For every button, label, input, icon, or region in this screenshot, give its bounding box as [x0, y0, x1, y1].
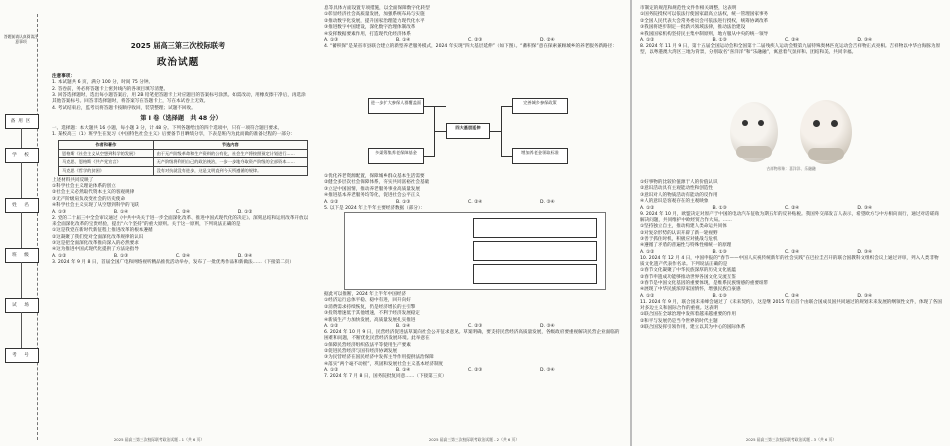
option-d[interactable]: D. ③④: [857, 293, 873, 299]
option-a[interactable]: A. ①②: [640, 37, 655, 43]
mascot-body: [808, 148, 844, 160]
option-b[interactable]: B. ①③: [113, 253, 129, 259]
table-row: [59, 158, 308, 167]
table-cell: 由于无产阶级革命和生产资料的公有化，社会生产将按照预定计划进行……: [153, 149, 307, 158]
page-footer: 2025 届高三第三次校际联考政治试题 - 2（共 6 页）: [428, 436, 520, 442]
chart-title: [351, 216, 455, 232]
option-c[interactable]: C. ②④: [468, 199, 483, 205]
q7-stem: 7. 2024 年 7 月 8 日，国务院批复同意……（下接第三页）: [324, 374, 447, 380]
strip-connector: [21, 212, 22, 248]
page-footer: 2025 届高三第三次校际联考政治试题 - 3（共 6 页）: [745, 436, 837, 442]
mascot-caption: 吉祥物形象：喜洋洋、乐融融: [766, 166, 816, 171]
q3-stem: 3. 2024 年 9 月 8 日，首届全国广电和网络视听精品推优活动举办，发布了一批优秀作品和新做法……（下接第二页）: [52, 259, 294, 265]
q8-item: ②意识活动具有主观能动性和创造性: [640, 186, 714, 192]
page-1: [0, 0, 318, 446]
chart-bars: [355, 235, 455, 285]
option-b[interactable]: B. ①④: [396, 323, 411, 329]
q9-stem: 9. 2024 年 10 月，欧盟决定对原产于中国的电动汽车征收为期五年的反补贴税。我国外交部发言人表示，希望欧方与中方相向而行，通过对话磋商解决问题，共同维护中欧经贸合作大局。……: [640, 211, 939, 223]
table-header: 作者和著作: [59, 141, 154, 150]
q9-item: ④遵循了矛盾的普遍性与特殊性相统一的原理: [640, 243, 732, 249]
q9-item: ③善于抓住时机，积极应对挑战与危机: [640, 236, 718, 242]
chart-box-retail: [473, 264, 597, 284]
q5-stem: 5. 以下是 2024 年上半年主要经济数据（部分）：: [324, 205, 425, 211]
q2-item: ②这凝聚了我们党对全面深化改革规律的认识: [52, 234, 144, 240]
q6-item: ①保障民营经济组织依法平等使用生产要素: [324, 342, 411, 348]
option-b[interactable]: B. ①③: [712, 37, 727, 43]
q3-continued: 息等具体方面设置专项措施，以全面保障数字化转型: [324, 6, 430, 11]
option-a[interactable]: A. ①②: [640, 205, 655, 211]
option-d[interactable]: D. ③④: [857, 37, 873, 43]
notice-item: 4. 考试结束后，监考员将答题卡按顺序收回，装袋整理；试题不回收。: [52, 105, 196, 111]
option-a[interactable]: A. ①②: [640, 249, 655, 255]
q6-item: ②促进民营经济与国有经济协调发展: [324, 348, 398, 354]
flow-box-left-bottom: 多渠筹集养老保障基金: [368, 148, 424, 164]
q3-item: ①彰显经济社会高质量发展，加强系统布局与实施: [324, 12, 425, 18]
table-cell: 无产阶级将利用自己的政治统治，一步一步地夺取资产阶级的全部资本……: [153, 158, 307, 167]
q11-item: ②和平与发展仍是当今世界的时代主题: [640, 318, 718, 324]
q10-item: ③春节是中国文化基因的重要体现，是维系民族情感的重要纽带: [640, 281, 769, 287]
option-a[interactable]: A. ①③: [324, 37, 339, 43]
col1-body: [52, 74, 310, 266]
q7-item: ①国务院授权可以依法行使国家最高立法权，统一管理国家事务: [640, 12, 769, 18]
q5-chart: [344, 212, 606, 290]
q4-item: ②健全多层次社会保障体系，夯实共同富裕社会基础: [324, 180, 430, 186]
table-cell: 马克思、恩格斯《共产党宣言》: [59, 158, 154, 167]
mascot-left: [730, 102, 778, 162]
q9-item: ①坚持独立自主，推动构建人类命运共同体: [640, 224, 727, 230]
q5-item: ③投资增速低于其他增速，不利于经济发展稳定: [324, 311, 420, 317]
q5-prompt: 据此可以推断，2024 年上半年中国经济: [324, 292, 407, 297]
q5-item: ②消费需求持续恢复，仍是经济增长的主引擎: [324, 304, 416, 310]
subject-title: 政治试题: [156, 57, 200, 68]
q10-item: ②春节申遗成功能够推动世界各国文化交流互鉴: [640, 274, 736, 280]
q1-stem: 1. 某校高三（1）班学生在复习《中国特色社会主义》后要备节目晒绩分享，下表是班内为此而做的准备过程的一部分：: [52, 132, 296, 138]
option-d[interactable]: D. ③④: [540, 323, 555, 329]
q8-item: ④人的意识是客观存在的主观映象: [640, 199, 709, 205]
binding-strip: [3, 14, 45, 440]
q8-item: ①好事物的比较价值源于人的价值认识: [640, 180, 718, 185]
chart-box-investment: [473, 241, 597, 261]
q4-item: ①优化养老资源配置，保障城乡群众基本生活需要: [324, 174, 425, 179]
q8-options: [640, 206, 942, 212]
q3-item: ③推进数字中国建设，深化数字治理体制改革: [324, 25, 416, 31]
q4-item: ③立足中国国情，推动养老服务事业高质量发展: [324, 186, 420, 192]
section-1-intro: 一、选择题：本大题共 16 小题，每小题 3 分，计 48 分。下列各题给出的四个选项中，只有一项符合题目要求。: [52, 125, 283, 131]
strip-title: 答题前请认真阅读注意事项: [3, 34, 39, 44]
q3-item: ④发挥数据要素作用，打造现代化经济体系: [324, 31, 411, 37]
q8-item: ③意识对人的物质活动有能动的反作用: [640, 192, 718, 198]
q11-item: ③联合国发挥引领作用，建立以其为中心的国际体系: [640, 325, 746, 331]
option-a[interactable]: A. ①③: [52, 209, 67, 215]
option-d[interactable]: D. ③④: [857, 205, 873, 211]
strip-box-exam-no[interactable]: 考 号: [5, 348, 39, 363]
table-header: 节选内容: [153, 141, 307, 150]
table-cell: 恩格斯《社会主义从空想到科学的发展》: [59, 149, 154, 158]
q7-item: ③我国将逐步制定一批新兴领域法律，推动法治建设: [640, 25, 746, 31]
flow-box-left-top: 进一步扩大参保人群覆盖面: [368, 98, 424, 114]
q9-item: ②对复杂形势的认识开辟了新一轮视野: [640, 230, 718, 236]
option-c[interactable]: C. ②③: [468, 37, 483, 43]
q10-item: ④展现了中华民族浓厚家国情怀，增强民族自豪感: [640, 287, 741, 293]
option-b[interactable]: B. ①④: [396, 368, 411, 374]
q9-options: [640, 250, 942, 256]
option-a[interactable]: A. ①②: [324, 323, 339, 329]
q1-prompt: 上述材料共同反映了: [52, 177, 94, 183]
flow-arrow: [501, 106, 512, 107]
q7-item: ④我国国家机构坚持民主集中制原则，地方服从中央的统一领导: [640, 31, 769, 37]
q5-item: ①经济运行总体平稳、稳中有进，回升向好: [324, 298, 411, 304]
flow-box-right-top: 完善城乡参保政策: [512, 98, 568, 114]
option-d[interactable]: D. ①②: [237, 209, 253, 215]
option-b[interactable]: B. ①④: [396, 37, 411, 43]
table-cell: 没有对抗就没有进步，这是文明直到今天所遵循的规律。: [153, 167, 307, 176]
option-a[interactable]: A. ①②: [640, 293, 655, 299]
strip-box-school[interactable]: 学 校: [5, 148, 39, 163]
flow-box-right-bottom: 增加养老金领取标准: [512, 148, 568, 164]
page-3: [632, 0, 950, 446]
q1-item: ①科学社会主义理论体系的创立: [52, 184, 116, 189]
flow-box-center: 四大基层延伸: [446, 123, 490, 139]
option-c[interactable]: C. ②③: [468, 368, 483, 374]
q1-item: ③无产阶级肩负改变社会的历史使命: [52, 196, 126, 202]
option-b[interactable]: B. ①③: [712, 205, 727, 211]
flow-arrow: [501, 106, 502, 156]
q3-item: ②推动数字化发展，提升国家治理能力现代化水平: [324, 18, 425, 24]
option-b[interactable]: B. ①④: [113, 209, 129, 215]
notice-item: 1. 本试题共 6 页，满分 100 分，时间 75 分钟。: [52, 80, 154, 86]
notice-item: 3. 回答选择题时，选出每小题答案后，用 2B 铅笔把答题卡上对应题目的答案标号涂黑。如需改动，用橡皮擦干净后，再选涂其他答案标号。回答非选择题时，将答案写在答题卡上，写在本试卷上无效。: [52, 93, 306, 105]
mascot-eye: [831, 120, 838, 127]
strip-box-class[interactable]: 班 级: [5, 248, 39, 263]
table-row: [59, 149, 308, 158]
q6-item: ④落实“两个毫不动摇”，巩固和发展社会主义基本经济制度: [324, 361, 444, 367]
q11-item: ①联合国在全球治理中发挥着越来越重要的作用: [640, 312, 736, 318]
option-c[interactable]: C. ②④: [784, 205, 800, 211]
table-row: [59, 167, 308, 176]
option-d[interactable]: D. ③④: [857, 249, 873, 255]
page-footer: 2025 届高三第三次校际联考政治试题 - 1（共 6 页）: [113, 436, 205, 442]
q2-options: [52, 254, 310, 260]
option-a[interactable]: A. ①②: [324, 368, 339, 374]
strip-connector: [21, 312, 22, 348]
option-d[interactable]: D. ③④: [237, 253, 253, 259]
mascot-image: [716, 96, 866, 176]
option-c[interactable]: C. ②④: [175, 253, 191, 259]
option-d[interactable]: D. ②④: [540, 37, 555, 43]
page-2: [318, 0, 630, 446]
q4-options: [324, 200, 624, 206]
mascot-right: [800, 100, 852, 164]
q2-stem: 2. 党的二十届三中全会审议通过《中共中央关于进一步全面深化改革、推进中国式现代化的决定》。深刻总结和运用改革开放以来全面深化改革的宝贵经验，提出“六个坚持”的重大原则。关于这一原则，下列说法正确的是: [52, 215, 309, 227]
q6-item: ③为民营经济在国民经济中发挥主导作用提供法治保障: [324, 355, 434, 361]
strip-connector: [21, 128, 22, 148]
option-c[interactable]: C. ②③: [468, 323, 483, 329]
q7-continued: 市制定的规范和规范性文件作相关调整，这表明: [640, 6, 737, 11]
q4-item: ④推进基本养老服务均等化，促进社会公平正义: [324, 193, 420, 199]
flow-arrow: [434, 131, 446, 132]
q1-table: [58, 140, 308, 175]
q7-item: ②全国人民代表大会常务委员会可依法进行授权，统筹协调改革: [640, 18, 769, 24]
option-a[interactable]: A. ①②: [324, 199, 339, 205]
strip-box-reserved[interactable]: 备用区: [5, 114, 39, 129]
mascot-body: [736, 146, 772, 158]
option-c[interactable]: C. ②④: [784, 249, 800, 255]
flow-arrow: [424, 156, 435, 157]
strip-connector: [21, 262, 22, 298]
q11-stem: 11. 2024 年 9 月，联合国未来峰会通过了《未来契约》，这是继 2015 年后首个由联合国成员国共同通过的规划未来发展的纲领性文件，体现了各国对多边主义和国际合作的重视。这表明: [640, 299, 942, 312]
flow-arrow: [424, 106, 446, 107]
q6-stem: 6. 2024 年 10 月 9 日，民营经济促进法草案向社会公开征求意见。草案明确，要支持民营经济高质量发展，各级政府要重视解决民营企业面临的困难和问题，不断优化民营经济发展环境。此举意在: [324, 330, 620, 342]
q10-stem: 10. 2024 年 12 月 4 日，中国申报的“春节——中国人庆祝传统新年的社会实践”在巴拉圭召开的联合国教科文组织会议上通过评审，列入人类非物质文化遗产代表作名录。下列说法正确的是: [640, 255, 939, 267]
strip-box-name[interactable]: 姓 名: [5, 198, 39, 213]
col2-body-bottom: [324, 292, 624, 381]
option-b[interactable]: B. ①③: [396, 199, 411, 205]
mascot-eye: [742, 120, 748, 126]
option-d[interactable]: D. ③④: [540, 368, 555, 374]
strip-box-room[interactable]: 试 场: [5, 298, 39, 313]
q4-flow-diagram: [368, 96, 568, 170]
q10-item: ①春节文化凝聚了中华民族深厚的历史文化底蕴: [640, 268, 736, 274]
option-c[interactable]: C. ②④: [784, 293, 800, 299]
chart-box-industry: [473, 218, 597, 238]
col2-body-top: [324, 6, 624, 50]
flow-arrow: [501, 156, 512, 157]
table-cell: 马克思《哲学的贫困》: [59, 167, 154, 176]
mascot-eye: [813, 120, 820, 127]
notice-heading: 注意事项：: [52, 74, 75, 79]
exam-name: 2025 届高三第三次校际联考: [130, 41, 226, 50]
option-c[interactable]: C. ②④: [175, 209, 191, 215]
col3-body-top: [640, 6, 942, 57]
q2-item: ④这为推进中国式现代化提供了方法论指导: [52, 247, 139, 253]
section-1-title: 第 Ⅰ 卷（选择题 共 48 分）: [140, 114, 222, 122]
strip-connector: [21, 162, 22, 198]
q1-options: [52, 210, 310, 216]
cut-line: [37, 14, 38, 440]
q5-item: ④新质生产力加快发展，高质量发展扎实推进: [324, 317, 416, 323]
col2-body-mid: [324, 174, 624, 212]
q1-item: ②社会主义必然取代资本主义的客观规律: [52, 190, 135, 196]
option-b[interactable]: B. ①③: [712, 293, 727, 299]
option-a[interactable]: A. ①②: [52, 253, 67, 259]
col3-body-bottom: [640, 180, 942, 332]
q1-item: ④科学社会主义实现了从空想到科学的飞跃: [52, 203, 139, 209]
option-c[interactable]: C. ②④: [784, 37, 800, 43]
option-b[interactable]: B. ①③: [712, 249, 727, 255]
q2-item: ③这是把全面深化改革推向深入的必然要求: [52, 240, 139, 246]
mascot-eye: [758, 120, 764, 126]
option-d[interactable]: D. ③④: [540, 199, 555, 205]
q4-stem: 4. “蓄积保”是某省市县联合建立的新型养老服务模式，2024 年实现“四大基层延伸”（如下图）。“蓄积保”意在探索兼顾城乡的养老服务新路径：: [324, 44, 617, 50]
q8-stem: 8. 2024 年 11 月 9 日，第十五届全国运动会和全国第十二届残疾人运动会暨第九届特殊奥林匹克运动会吉祥物正式亮相。吉祥物以中华白海豚为原型，以粤港澳大湾区三地为背景，分别取名“喜洋洋”和“乐融融”，寓意着气氛祥和、团结和美、共同幸福。: [640, 44, 941, 56]
notice-item: 2. 答卷前，务必将答题卡上密封线内的各项目填写清楚。: [52, 86, 169, 92]
q2-item: ①这是我党在新时代新征程上推进改革的根本遵循: [52, 228, 153, 234]
